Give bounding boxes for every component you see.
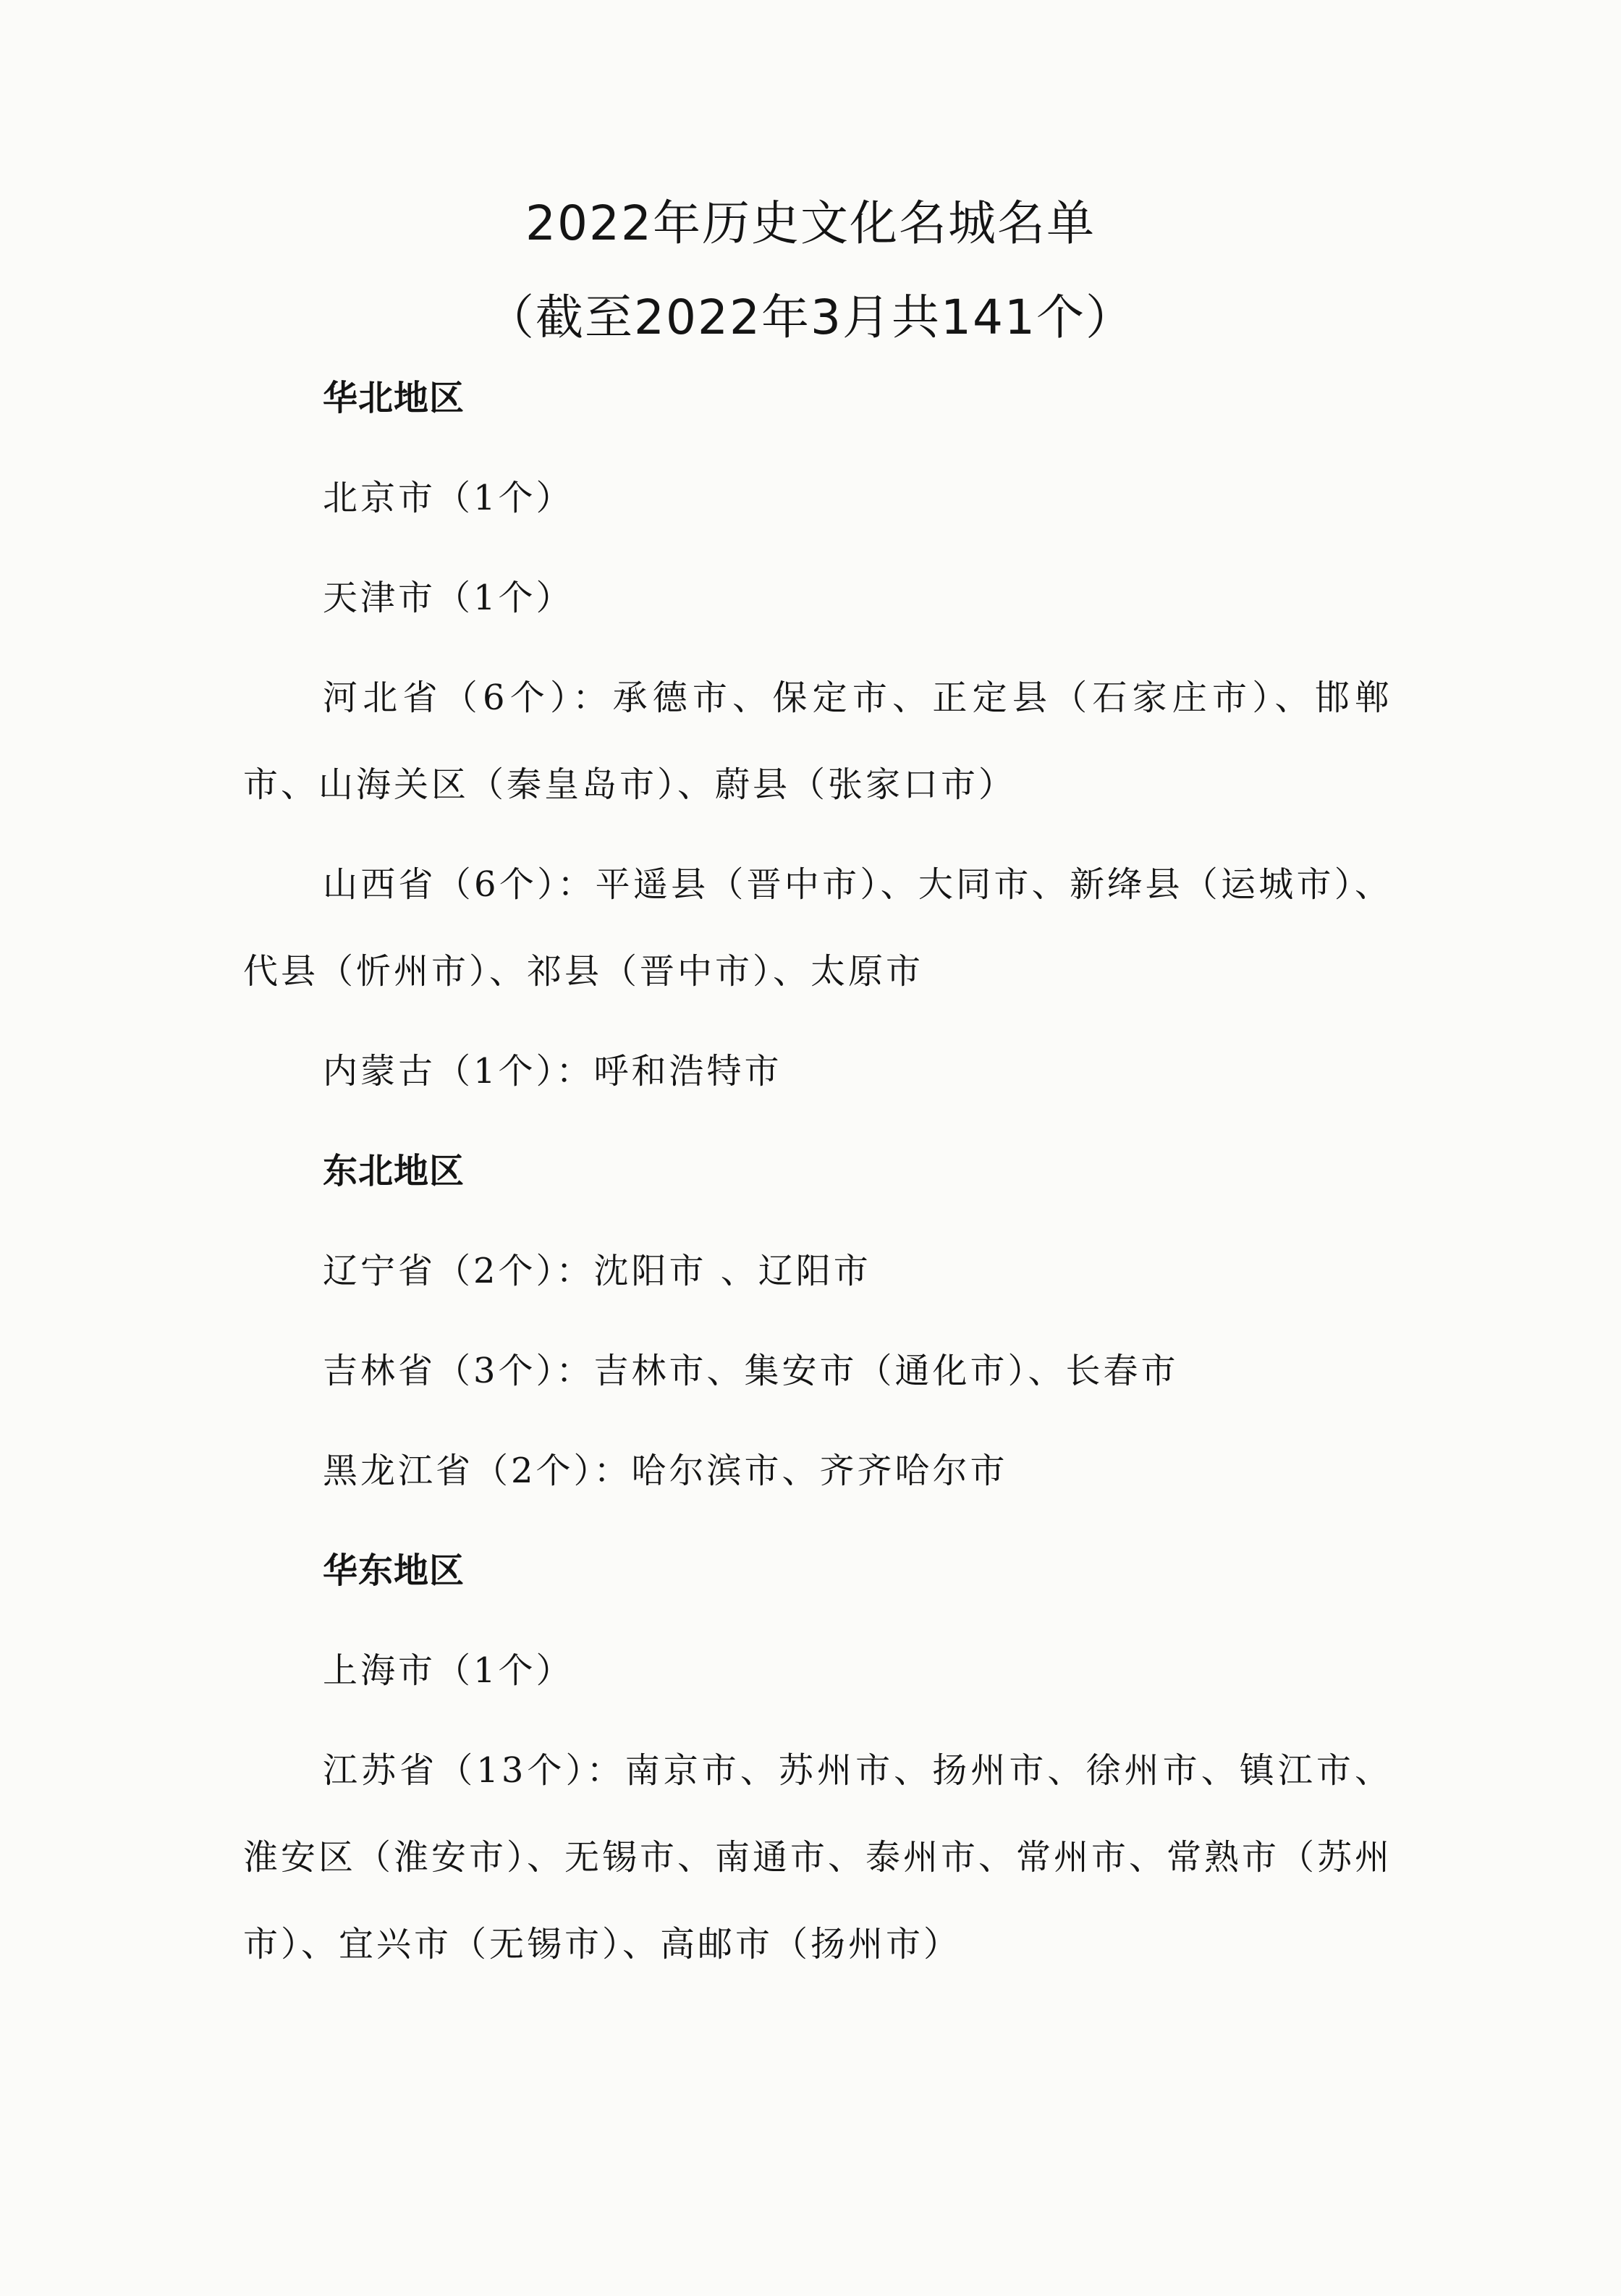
entry-inner-mongolia: 内蒙古（1个）：呼和浩特市 [323,1051,782,1092]
entry-tianjin: 天津市（1个） [323,578,574,618]
entry-shanghai: 上海市（1个） [323,1650,574,1691]
title-line-main: 2022年历史文化名城名单 [525,195,1096,251]
region-heading-north-china: 华北地区 [323,378,465,418]
document-body [243,355,1392,2001]
entry-jilin: 吉林省（3个）：吉林市、集安市（通化市）、长春市 [323,1351,1179,1391]
entry-shanxi: 山西省（6个）：平遥县（晋中市）、大同市、新绛县（运城市）、代县（忻州市）、祁县（晋中市）、太原市 [243,864,1392,992]
entry-heilongjiang: 黑龙江省（2个）：哈尔滨市、齐齐哈尔市 [323,1451,1008,1491]
entry-liaoning: 辽宁省（2个）：沈阳市 、辽阳市 [323,1251,871,1291]
document-title [0,177,1621,365]
entry-jiangsu: 江苏省（13个）：南京市、苏州市、扬州市、徐州市、镇江市、淮安区（淮安市）、无锡市、南通市、泰州市、常州市、常熟市（苏州市）、宜兴市（无锡市）、高邮市（扬州市） [243,1750,1393,1964]
region-heading-east-china: 华东地区 [323,1550,465,1591]
entry-hebei: 河北省（6个）：承德市、保定市、正定县（石家庄市）、邯郸市、山海关区（秦皇岛市）、蔚县（张家口市） [243,678,1392,805]
title-line-subtitle: （截至2022年3月共141个） [486,290,1135,345]
entry-beijing: 北京市（1个） [323,478,574,518]
region-heading-northeast-china: 东北地区 [323,1151,465,1191]
